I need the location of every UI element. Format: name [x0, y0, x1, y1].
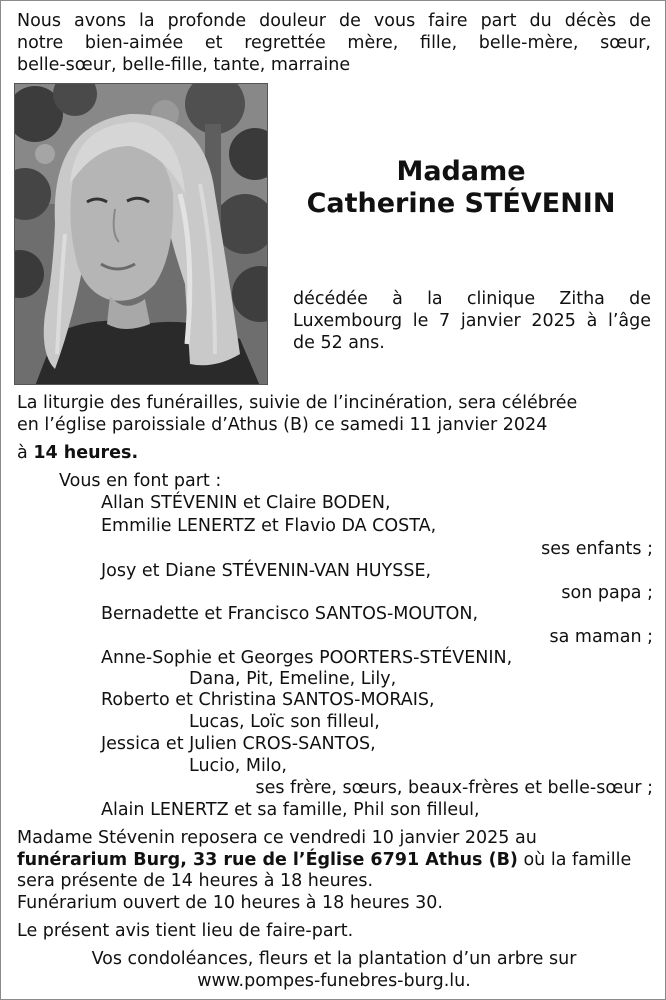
family-children: Lucas, Loïc son filleul,	[189, 712, 380, 732]
death-line-last: de 52 ans.	[293, 333, 385, 353]
family-line: Anne-Sophie et Georges POORTERS-STÉVENIN,	[101, 648, 513, 668]
funerarium-address: funérarium Burg, 33 rue de l’Église 6791 Athus (B)	[17, 850, 518, 870]
portrait-photo	[14, 83, 268, 385]
viewing-line: Madame Stévenin reposera ce vendredi 10 janvier 2025 au	[17, 828, 537, 848]
death-details	[293, 288, 651, 332]
funeral-time-value: 14 heures.	[33, 443, 139, 463]
family-relation: son papa ;	[561, 583, 653, 603]
family-line: Allan STÉVENIN et Claire BODEN,	[101, 493, 391, 513]
family-relation: ses frère, sœurs, beaux-frères et belle-sœur ;	[255, 778, 653, 798]
intro-line-last: belle-sœur, belle-fille, tante, marraine	[17, 55, 351, 75]
viewing-location	[17, 849, 631, 871]
notice-text: Le présent avis tient lieu de faire-part.	[17, 921, 354, 941]
death-line: décédée à la clinique Zitha de	[293, 289, 651, 309]
family-line: Roberto et Christina SANTOS-MORAIS,	[101, 690, 435, 710]
deceased-title: Madame	[396, 156, 526, 187]
family-line: Emmilie LENERTZ et Flavio DA COSTA,	[101, 516, 437, 536]
intro-line: notre bien-aimée et regrettée mère, fille, belle-mère, sœur,	[17, 33, 651, 53]
viewing-line-rest: où la famille	[517, 850, 632, 870]
family-children: Lucio, Milo,	[189, 756, 287, 776]
family-children: Dana, Pit, Emeline, Lily,	[189, 669, 397, 689]
condolences-url: www.pompes-funebres-burg.lu.	[197, 971, 471, 991]
viewing-line: Funérarium ouvert de 10 heures à 18 heures 30.	[17, 893, 443, 913]
family-intro: Vous en font part :	[59, 471, 222, 491]
funeral-time	[17, 442, 138, 464]
viewing-line: sera présente de 14 heures à 18 heures.	[17, 871, 374, 891]
funeral-line: La liturgie des funérailles, suivie de l’incinération, sera célébrée	[17, 393, 578, 413]
family-line: Josy et Diane STÉVENIN-VAN HUYSSE,	[101, 561, 432, 581]
family-line: Jessica et Julien CROS-SANTOS,	[101, 734, 376, 754]
intro-paragraph	[17, 10, 651, 54]
condolences-line: Vos condoléances, fleurs et la plantation d’un arbre sur	[91, 949, 577, 969]
family-relation: sa maman ;	[549, 627, 653, 647]
funeral-time-prefix: à	[17, 443, 28, 463]
family-line: Bernadette et Francisco SANTOS-MOUTON,	[101, 604, 479, 624]
funeral-line: en l’église paroissiale d’Athus (B) ce samedi 11 janvier 2024	[17, 415, 548, 435]
death-line: Luxembourg le 7 janvier 2025 à l’âge	[293, 311, 651, 331]
deceased-name: Catherine STÉVENIN	[306, 188, 616, 219]
intro-line: Nous avons la profonde douleur de vous faire part du décès de	[17, 11, 651, 31]
family-line: Alain LENERTZ et sa famille, Phil son filleul,	[101, 800, 480, 820]
family-relation: ses enfants ;	[541, 539, 653, 559]
